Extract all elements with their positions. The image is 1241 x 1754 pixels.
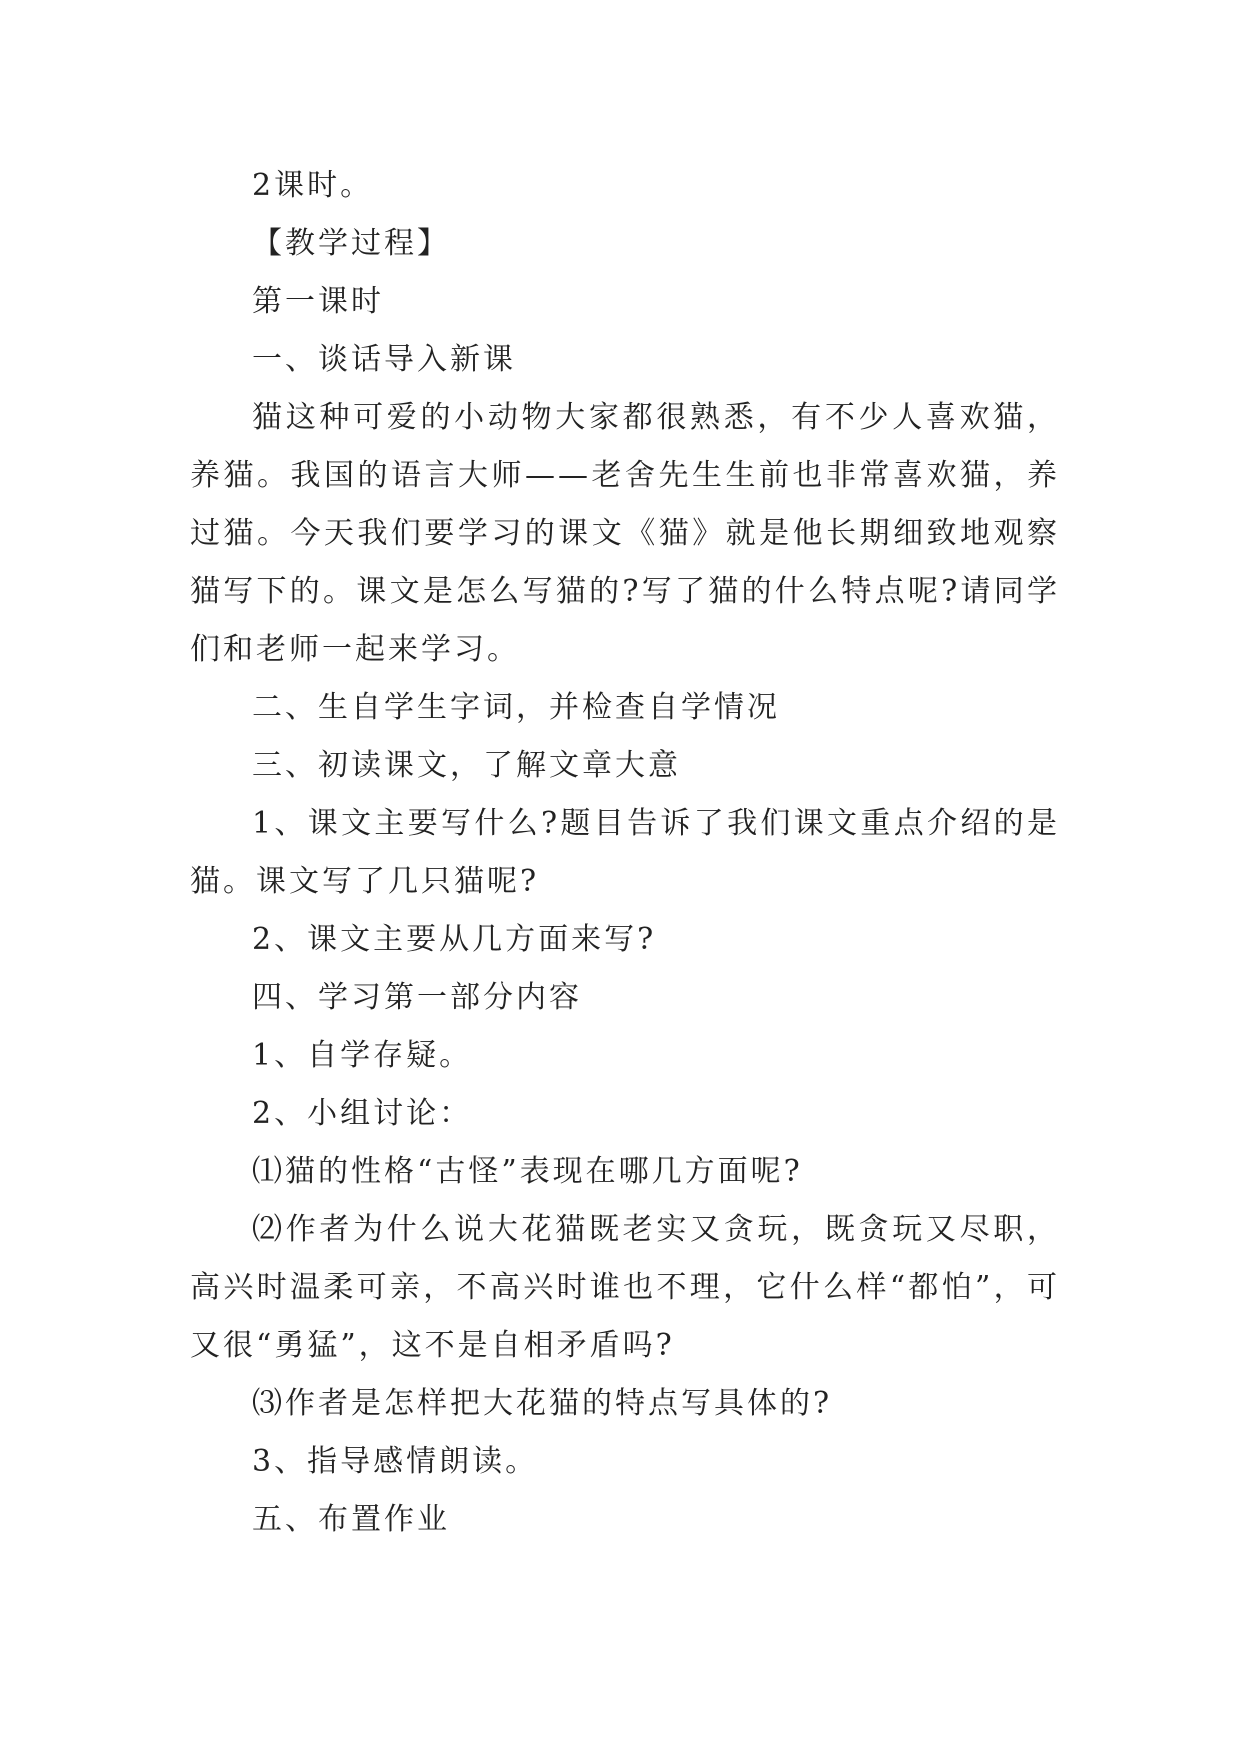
discussion-question-2: ⑵作者为什么说大花猫既老实又贪玩，既贪玩又尽职，高兴时温柔可亲，不高兴时谁也不理，它什么样“都怕”，可又很“勇猛”，这不是自相矛盾吗? — [190, 1212, 1060, 1363]
discussion-question-1: ⑴猫的性格“古怪”表现在哪几方面呢? — [252, 1154, 803, 1189]
discussion-question-3: ⑶作者是怎样把大花猫的特点写具体的? — [252, 1386, 833, 1421]
heading-step-four: 四、学习第一部分内容 — [252, 980, 582, 1015]
question-aspects: 2、课文主要从几方面来写? — [252, 922, 657, 957]
question-main-content: 1、课文主要写什么?题目告诉了我们课文重点介绍的是猫。课文写了几只猫呢? — [190, 806, 1060, 899]
heading-step-one: 一、谈话导入新课 — [252, 342, 516, 377]
item-self-study: 1、自学存疑。 — [252, 1038, 473, 1073]
heading-step-two: 二、生自学生字词，并检查自学情况 — [252, 690, 780, 725]
heading-first-lesson: 第一课时 — [252, 284, 384, 319]
paragraph-introduction: 猫这种可爱的小动物大家都很熟悉，有不少人喜欢猫，养猫。我国的语言大师——老舍先生生前也非常喜欢猫，养过猫。今天我们要学习的课文《猫》就是他长期细致地观察猫写下的。课文是怎么写猫的?写了猫的什么特点呢?请同学们和老师一起来学习。 — [190, 400, 1060, 667]
document-body — [190, 157, 1060, 1549]
item-group-discussion: 2、小组讨论： — [252, 1096, 473, 1131]
heading-step-three: 三、初读课文，了解文章大意 — [252, 748, 681, 783]
section-heading-teaching-process: 【教学过程】 — [252, 226, 450, 261]
paragraph-lesson-hours: 2课时。 — [252, 168, 374, 203]
heading-step-five: 五、布置作业 — [252, 1502, 450, 1537]
item-reading-guidance: 3、指导感情朗读。 — [252, 1444, 539, 1479]
